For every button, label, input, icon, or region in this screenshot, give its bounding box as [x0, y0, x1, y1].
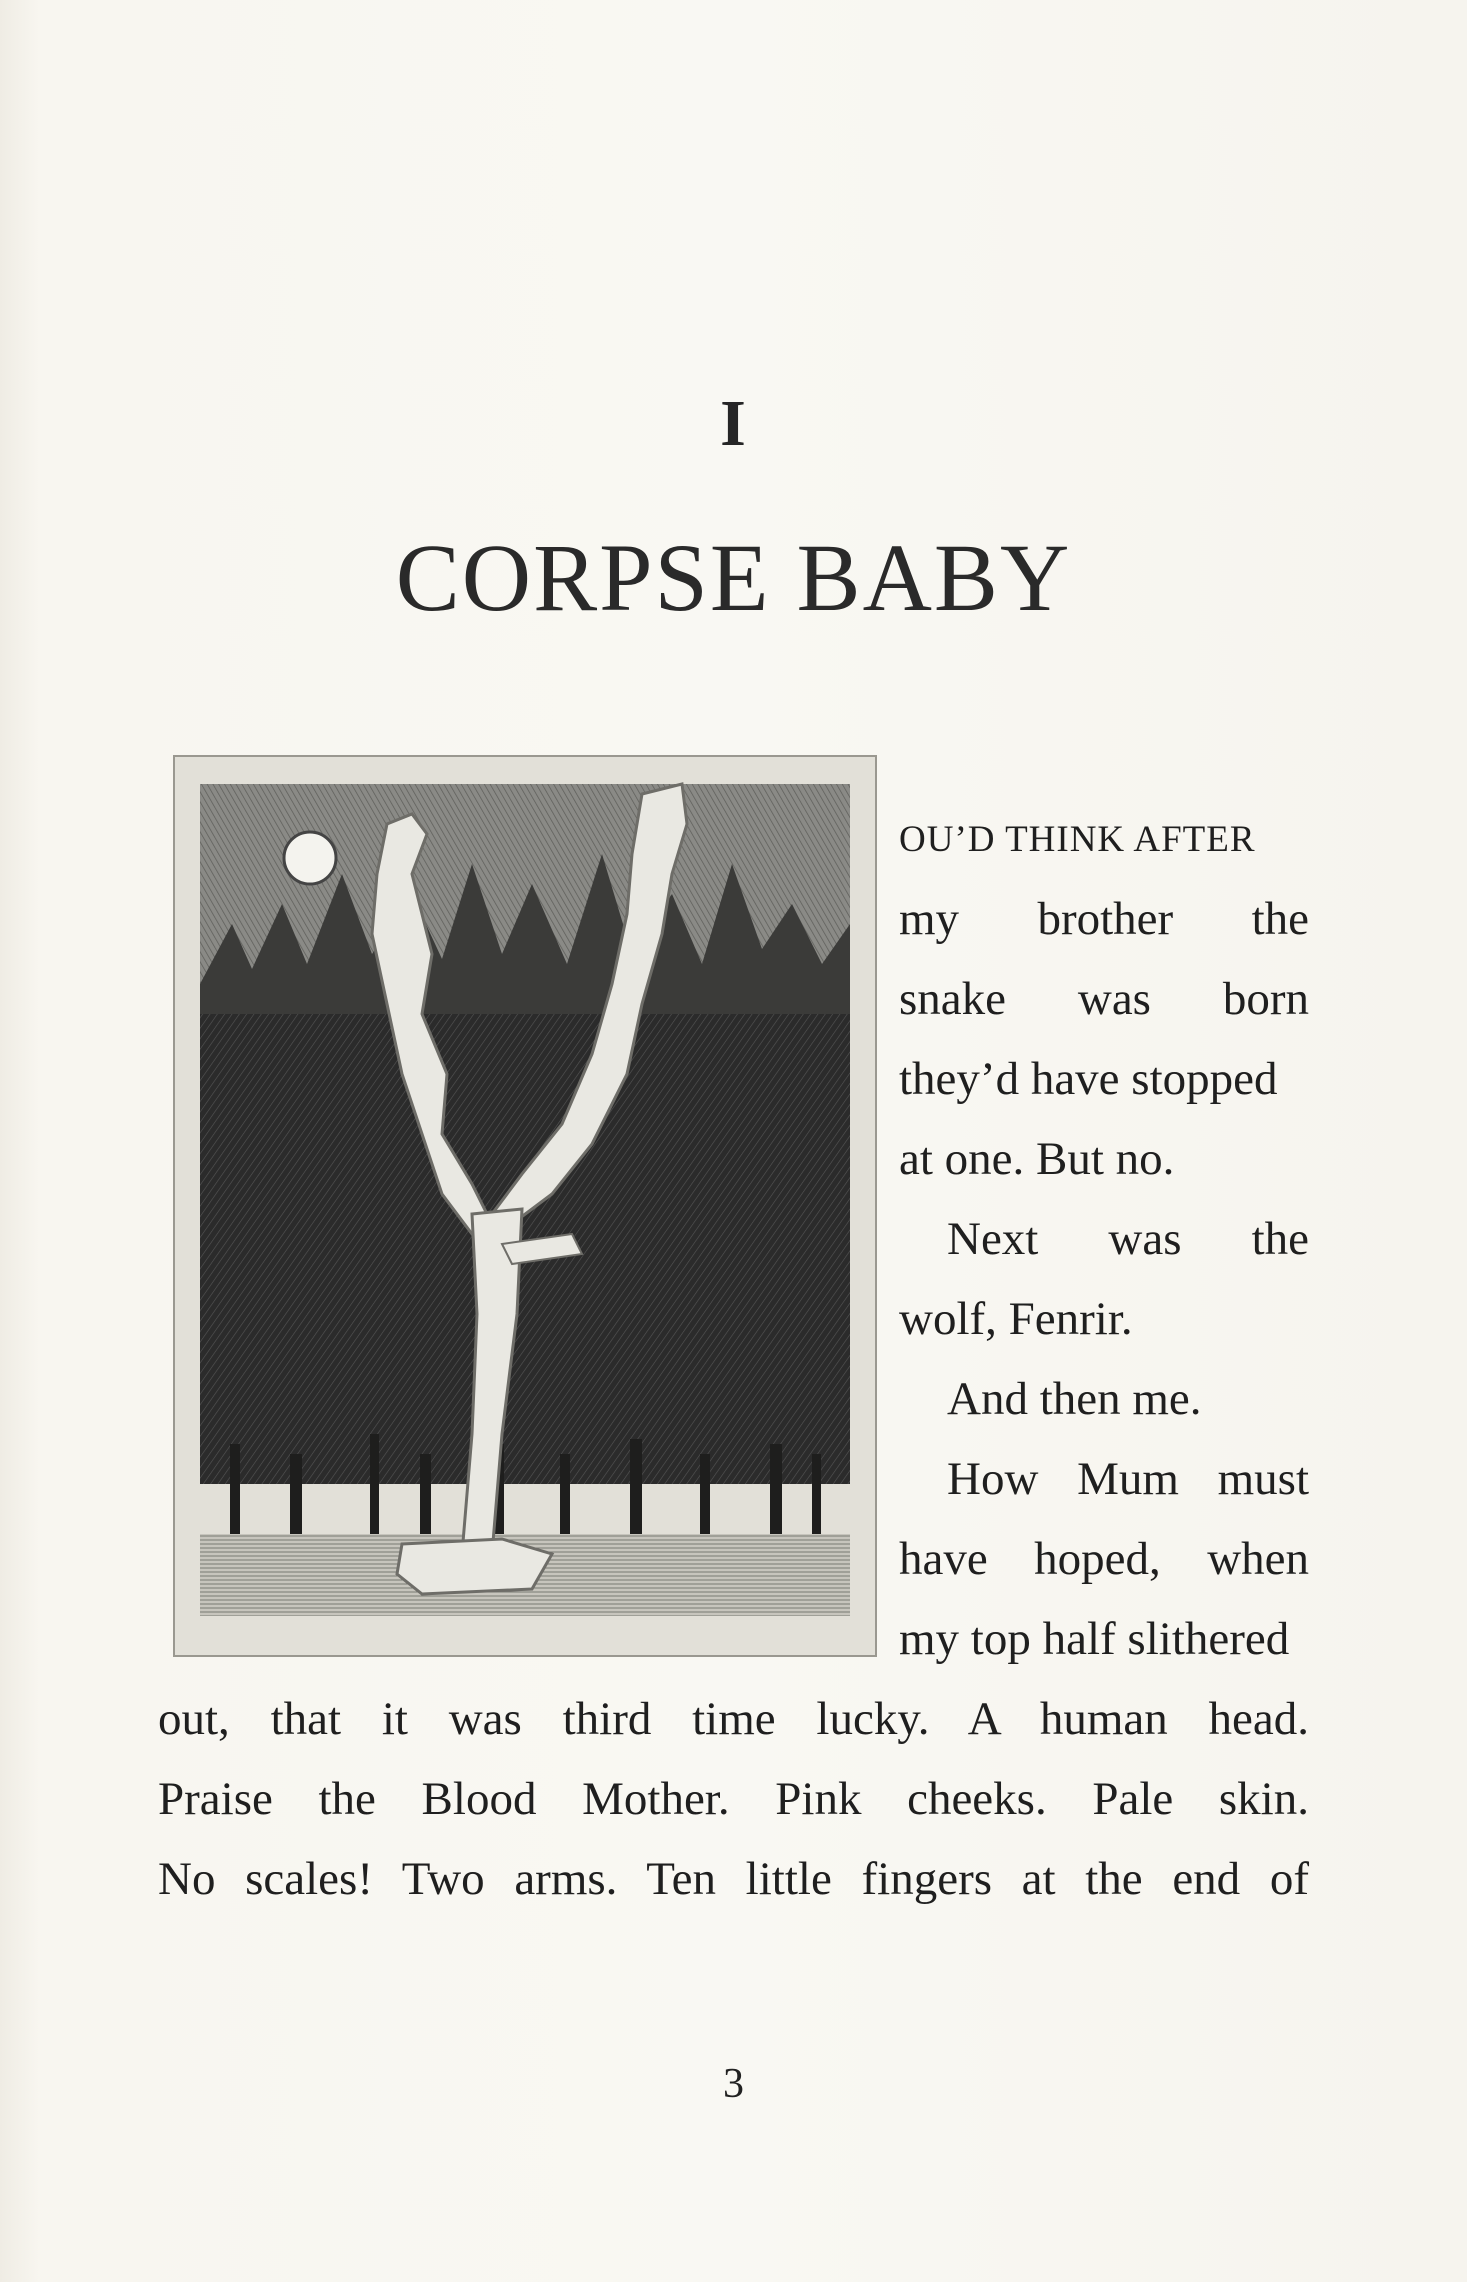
body-line-1: OU’D THINK AFTER [899, 819, 1256, 860]
chapter-title: CORPSE BABY [395, 524, 1072, 631]
body-line-7: wolf, Fenrir. [899, 1293, 1133, 1345]
body-line-5: at one. But no. [899, 1133, 1175, 1185]
body-line-4: they’d have stopped [899, 1053, 1278, 1105]
body-line-9: How Mum must [947, 1453, 1309, 1505]
body-line-11: my top half slithered [899, 1613, 1290, 1665]
body-line-10: have hoped, when [899, 1533, 1309, 1585]
body-line-6: Next was the [947, 1213, 1309, 1265]
drop-cap-illustration [172, 754, 878, 1658]
body-line-13: Praise the Blood Mother. Pink cheeks. Pale skin. [158, 1773, 1309, 1825]
body-line-2: my brother the [899, 893, 1309, 945]
body-line-8: And then me. [947, 1373, 1202, 1425]
body-line-14: No scales! Two arms. Ten little fingers at the end of [158, 1853, 1309, 1905]
page-number: 3 [723, 2061, 744, 2107]
drop-cap-y-forest-illustration [172, 754, 878, 1658]
chapter-number: I [720, 387, 747, 460]
body-line-12: out, that it was third time lucky. A human head. [158, 1693, 1309, 1745]
body-line-3: snake was born [899, 973, 1309, 1025]
